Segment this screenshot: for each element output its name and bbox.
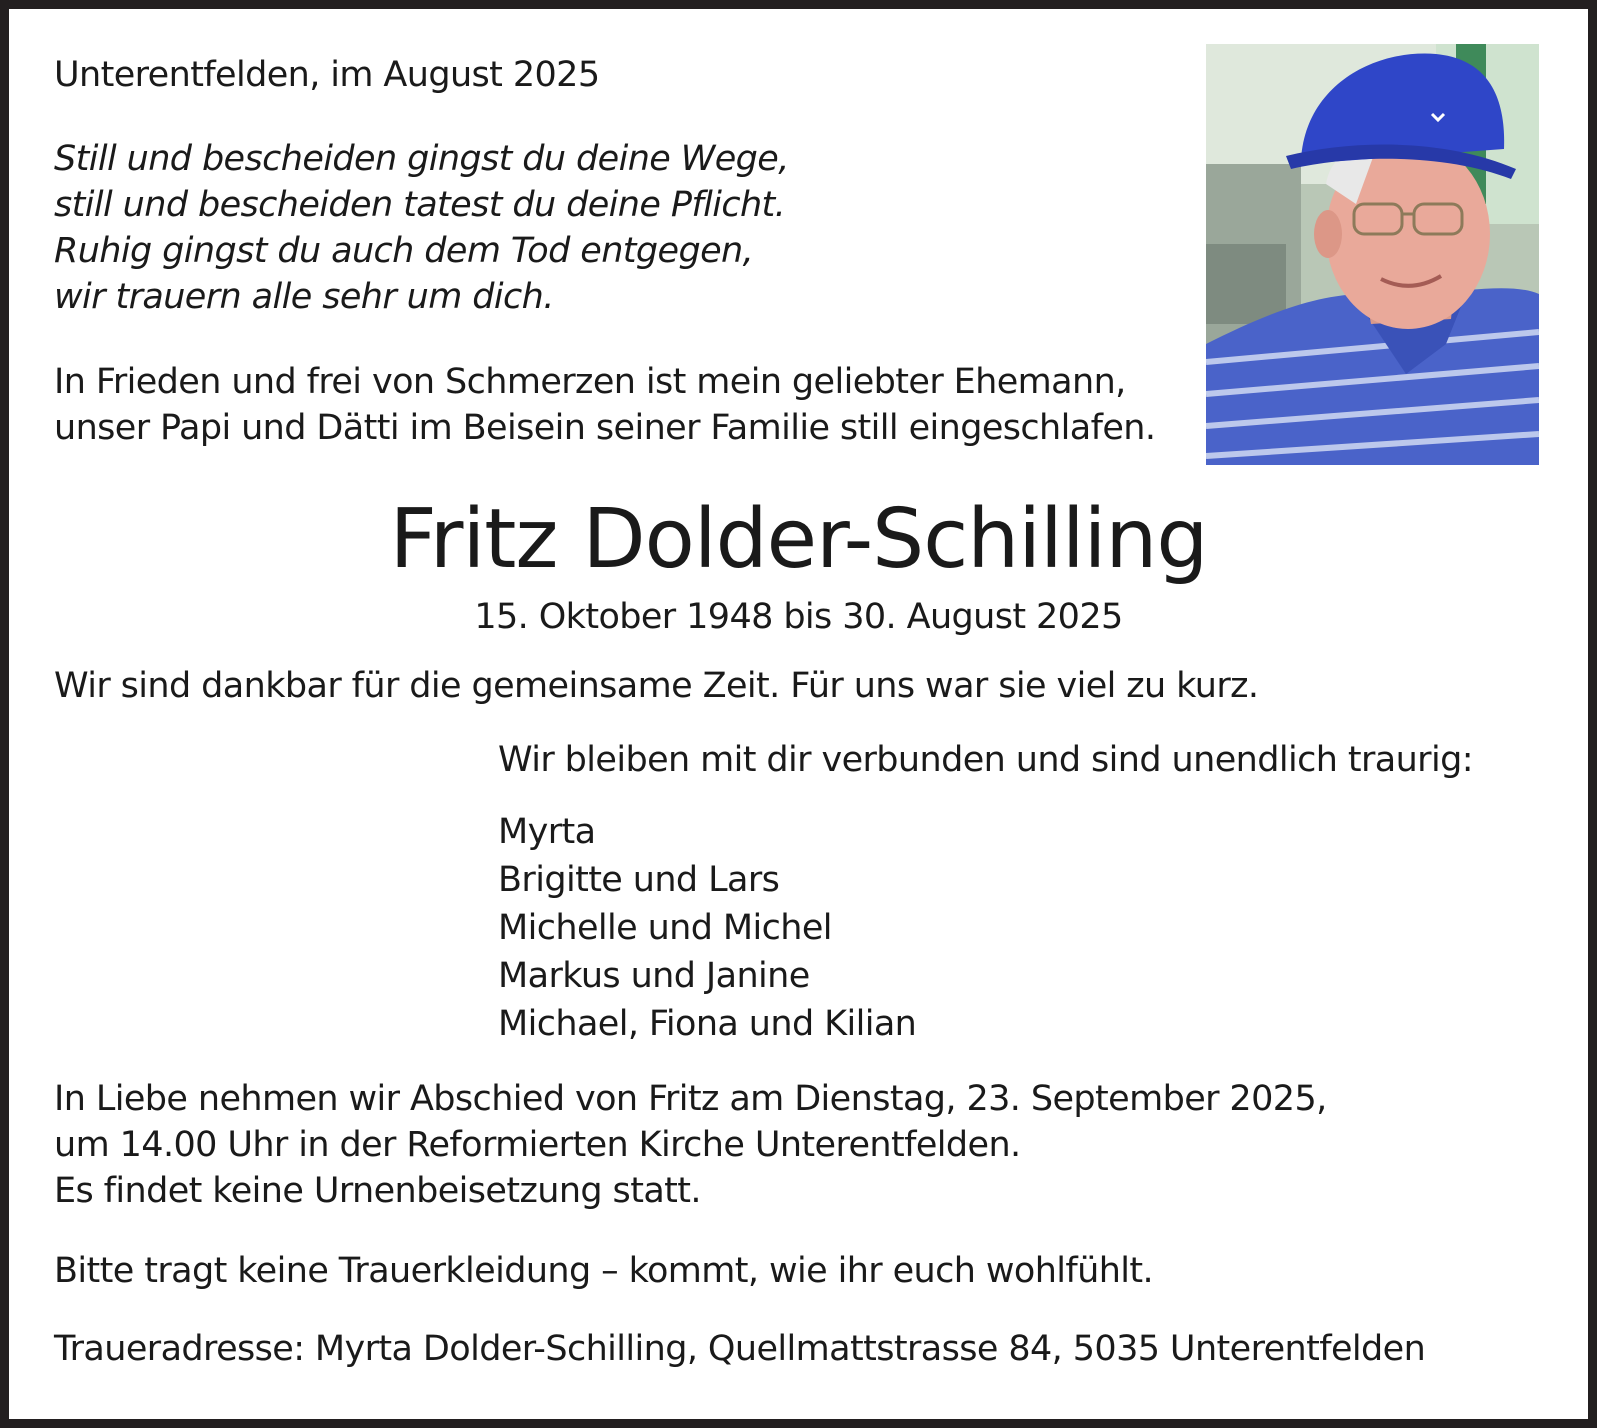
farewell-line: um 14.00 Uhr in der Reformierten Kirche Unterentfelden. — [54, 1125, 1021, 1165]
farewell-line: In Liebe nehmen wir Abschied von Fritz am Dienstag, 23. September 2025, — [54, 1079, 1327, 1119]
dress-note: Bitte tragt keine Trauerkleidung – kommt, wie ihr euch wohlfühlt. — [54, 1251, 1154, 1291]
announcement-line: unser Papi und Dätti im Beisein seiner Familie still eingeschlafen. — [54, 408, 1156, 448]
mourners-intro: Wir bleiben mit dir verbunden und sind unendlich traurig: — [498, 740, 1473, 780]
poem-line: Ruhig gingst du auch dem Tod entgegen, — [54, 231, 754, 271]
farewell-info — [54, 1076, 1327, 1214]
mourners-list — [498, 808, 916, 1048]
poem — [54, 136, 789, 320]
deceased-name: Fritz Dolder-Schilling — [389, 492, 1208, 587]
mourning-address: Traueradresse: Myrta Dolder-Schilling, Quellmattstrasse 84, 5035 Unterentfelden — [54, 1329, 1426, 1369]
mourner-name: Michael, Fiona und Kilian — [498, 1004, 917, 1044]
announcement — [54, 359, 1155, 451]
portrait-photo — [1206, 44, 1539, 465]
farewell-line: Es findet keine Urnenbeisetzung statt. — [54, 1171, 701, 1211]
poem-line: Still und bescheiden gingst du deine Wege, — [54, 139, 789, 179]
poem-line: still und bescheiden tatest du deine Pflicht. — [54, 185, 786, 225]
place-date: Unterentfelden, im August 2025 — [54, 55, 600, 95]
mourner-name: Myrta — [498, 812, 596, 852]
mourner-name: Markus und Janine — [498, 956, 810, 996]
poem-line: wir trauern alle sehr um dich. — [54, 277, 554, 317]
life-dates: 15. Oktober 1948 bis 30. August 2025 — [474, 597, 1123, 637]
announcement-line: In Frieden und frei von Schmerzen ist mein geliebter Ehemann, — [54, 362, 1126, 402]
mourner-name: Brigitte und Lars — [498, 860, 780, 900]
gratitude-line: Wir sind dankbar für die gemeinsame Zeit. Für uns war sie viel zu kurz. — [54, 666, 1259, 706]
mourner-name: Michelle und Michel — [498, 908, 832, 948]
